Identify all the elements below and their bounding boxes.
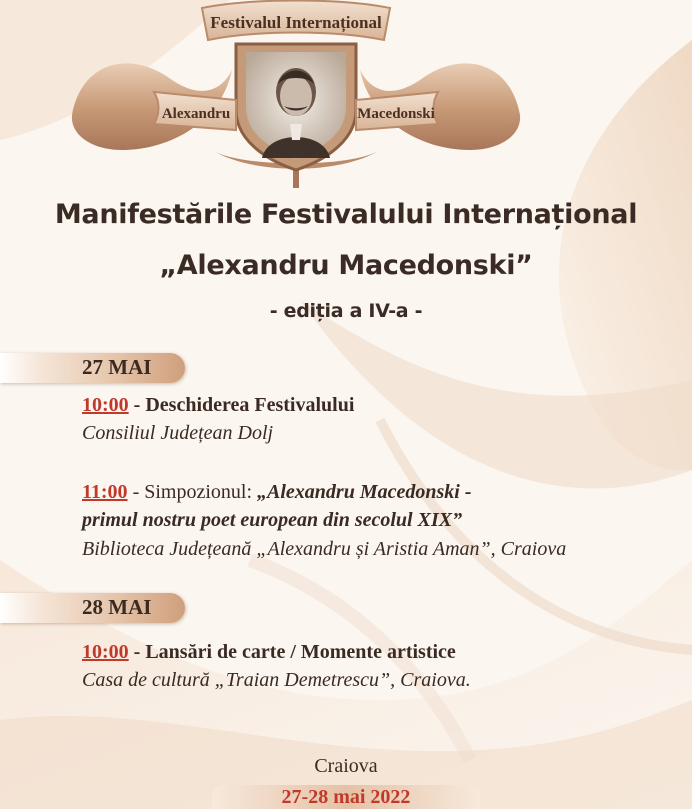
event-time: 10:00 [82,394,129,416]
title-line-2: „Alexandru Macedonski” [159,250,533,281]
emblem-top-text: Festivalul Internațional [210,13,382,32]
emblem-right-text: Macedonski [357,106,435,122]
event-title-continued: primul nostru poet european din secolul XIX” [82,509,463,531]
event-location: Casa de cultură „Traian Demetrescu”, Craiova. [82,669,471,691]
footer-city: Craiova [314,755,378,777]
footer-dates: 27-28 mai 2022 [281,786,411,808]
event-time: 11:00 [82,481,128,503]
event-separator: - [128,394,146,416]
day-label: 28 MAI [82,595,152,619]
event-line [82,481,471,504]
event-location: Consiliul Județean Dolj [82,422,274,444]
event-time: 10:00 [82,641,129,663]
title-line-1: Manifestările Festivalului Internațional [54,199,638,230]
event-line [82,394,354,417]
edition-subtitle: - ediția a IV-a - [269,300,423,322]
event-title: „Alexandru Macedonski - [257,481,472,503]
event-location: Biblioteca Județeană „Alexandru și Aristia Aman”, Craiova [82,538,567,560]
event-line [82,641,456,664]
event-separator: - Simpozionul: [127,481,258,503]
event-title: Lansări de carte / Momente artistice [145,641,456,663]
event-title: Deschiderea Festivalului [145,394,355,416]
emblem-left-text: Alexandru [161,106,231,122]
event-separator: - [128,641,146,663]
festival-emblem [62,0,530,190]
day-label: 27 MAI [82,355,152,379]
